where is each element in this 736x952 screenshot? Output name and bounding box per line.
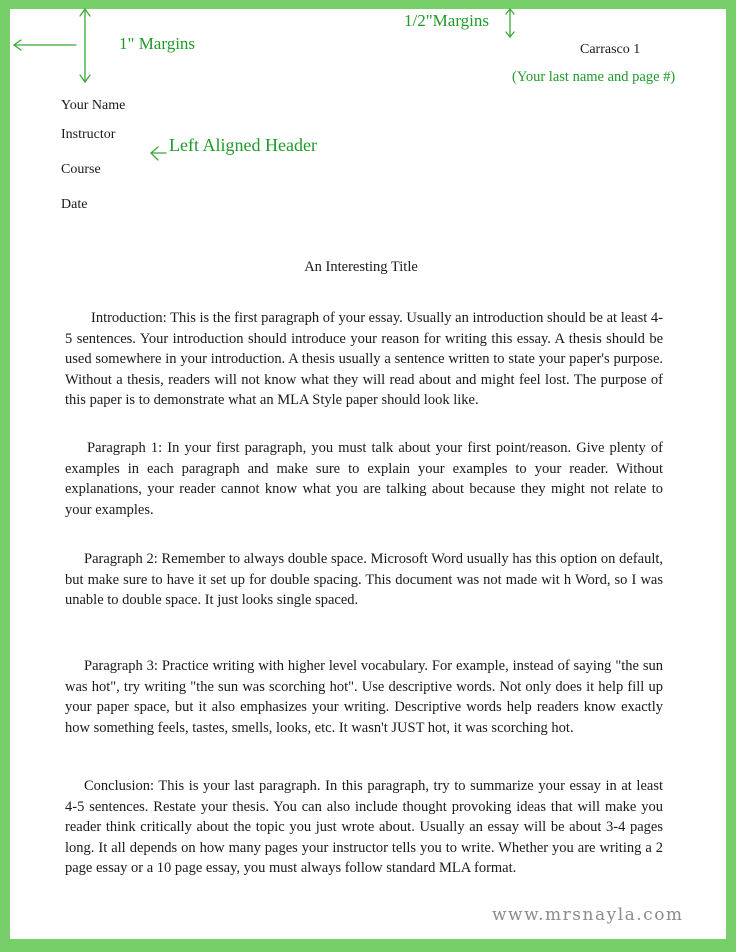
frame-top-border — [0, 0, 736, 9]
one-inch-margins-label: 1" Margins — [119, 34, 196, 53]
paragraph-1: Paragraph 1: In your first paragraph, you must talk about your first point/reason. Give plenty of examples in each paragraph and make sure to explain your examples to your reader. Without explanations, your reader cannot know what you are talking about because they might not relate to your examples. — [65, 440, 663, 518]
essay-title: An Interesting Title — [304, 259, 418, 275]
header-arrow-icon — [151, 147, 166, 160]
paragraph-2: Paragraph 2: Remember to always double space. Microsoft Word usually has this option on default, but make sure to have it set up for double spacing. This document was not made wit h Word, so I was unable to double space. It just looks single spaced. — [65, 551, 663, 608]
conclusion-paragraph: Conclusion: This is your last paragraph. In this paragraph, try to summarize your essay in at least 4-5 sentences. Restate your thesis. You can also include thought provoking ideas that will make you reader think critically about the topic you just wrote about. Usually an essay will be about 3-4 pages long. It all depends on how many pages your instructor tells you to write. Whether you are writing a 2 page essay or a 10 page essay, you must always follow standard MLA format. — [65, 778, 663, 876]
half-margin-arrow-icon — [506, 9, 514, 37]
heading-course: Course — [61, 162, 101, 177]
frame-right-border — [726, 0, 736, 952]
frame-bottom-border — [0, 939, 736, 952]
half-inch-margins-label: 1/2"Margins — [404, 11, 490, 30]
heading-date: Date — [61, 197, 88, 212]
introduction-paragraph: Introduction: This is the first paragraph of your essay. Usually an introduction should be at least 4-5 sentences. Your introduction should introduce your reason for writing this essay. A thesis should be used somewhere in your introduction. A thesis usually a sentence written to state your paper's purpose. Without a thesis, readers will not know what they will read about and might feel lost. The purpose of this paper is to demonstrate what an MLA Style paper should look like. — [65, 310, 663, 408]
top-margin-arrow-icon — [80, 9, 90, 82]
left-aligned-header-label: Left Aligned Header — [169, 135, 317, 155]
heading-instructor: Instructor — [61, 127, 116, 142]
left-margin-arrow-icon — [14, 40, 76, 50]
heading-name: Your Name — [61, 98, 126, 113]
frame-left-border — [0, 0, 10, 952]
page-header: Carrasco 1 — [580, 42, 641, 57]
last-name-note: (Your last name and page #) — [512, 69, 676, 85]
paragraph-3: Paragraph 3: Practice writing with higher level vocabulary. For example, instead of saying "the sun was hot", try writing "the sun was scorching hot". Use descriptive words. Not only does it help fill up your paper space, but it also emphasizes your writing. Descriptive words help readers know exactly how something feels, tastes, smells, looks, etc. It wasn't JUST hot, it was scorching hot. — [65, 658, 663, 736]
watermark: www.mrsnayla.com — [492, 905, 684, 925]
